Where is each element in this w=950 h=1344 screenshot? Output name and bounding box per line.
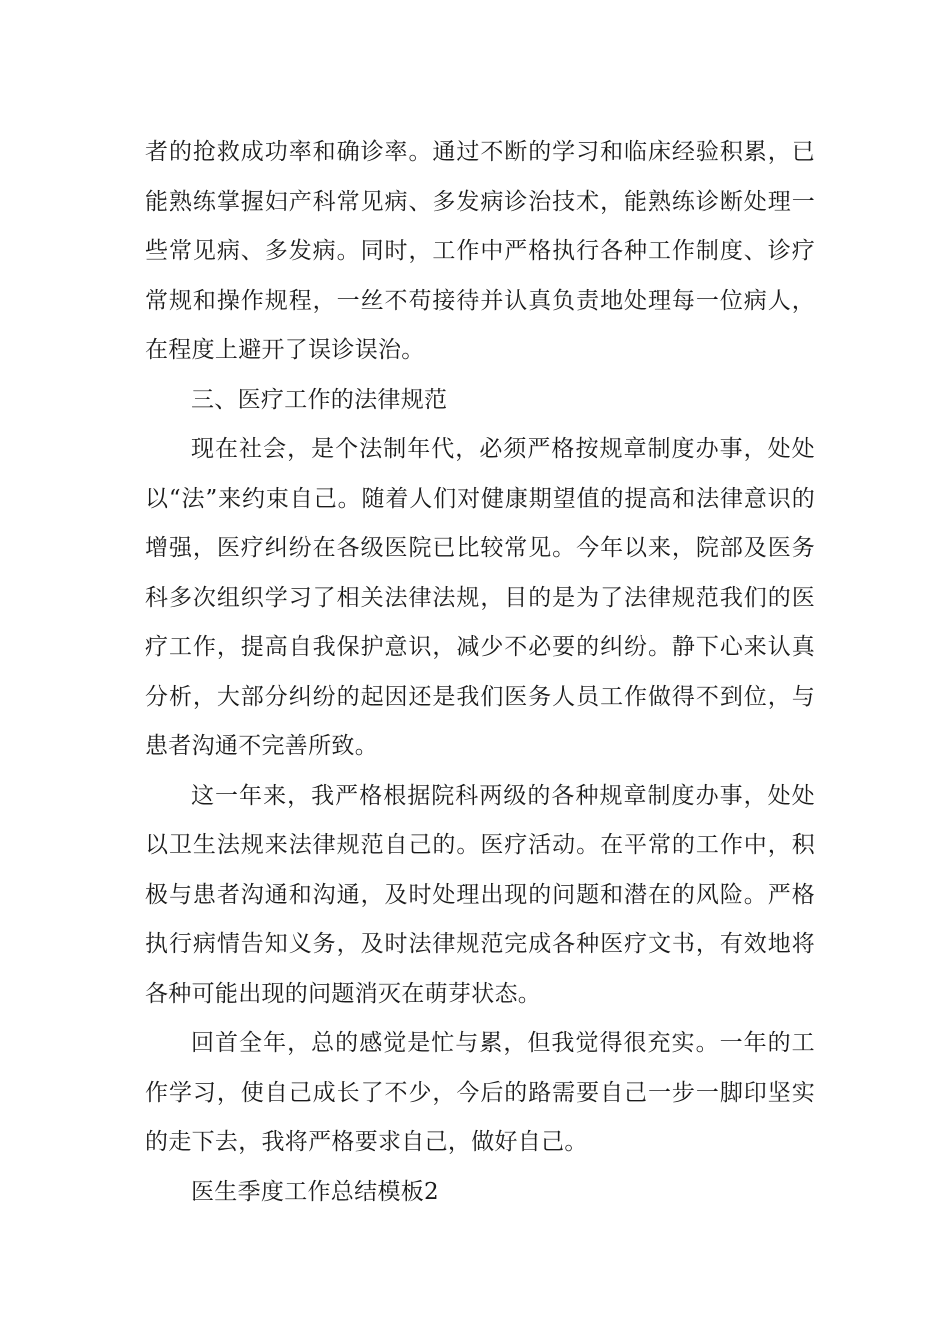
paragraph: 现在社会，是个法制年代，必须严格按规章制度办事，处处以“法”来约束自己。随着人们对健康期望值的提高和法律意识的增强，医疗纠纷在各级医院已比较常见。今年以来，院部及医务科多次组织学习了相关法律法规，目的是为了法律规范我们的医疗工作，提高自我保护意识，减少不必要的纠纷。静下心来认真分析，大部分纠纷的起因还是我们医务人员工作做得不到位，与患者沟通不完善所致。 bbox=[145, 436, 815, 759]
section-heading: 三、医疗工作的法律规范 bbox=[191, 386, 448, 413]
paragraph-continuation: 者的抢救成功率和确诊率。通过不断的学习和临床经验积累，已能熟练掌握妇产科常见病、多发病诊治技术，能熟练诊断处理一些常见病、多发病。同时，工作中严格执行各种工作制度、诊疗常规和操作规程，一丝不苟接待并认真负责地处理每一位病人，在程度上避开了误诊误治。 bbox=[145, 139, 815, 363]
document-body bbox=[145, 128, 815, 1217]
document-subtitle: 医生季度工作总结模板2 bbox=[191, 1178, 439, 1205]
paragraph: 这一年来，我严格根据院科两级的各种规章制度办事，处处以卫生法规来法律规范自己的。医疗活动。在平常的工作中，积极与患者沟通和沟通，及时处理出现的问题和潜在的风险。严格执行病情告知义务，及时法律规范完成各种医疗文书，有效地将各种可能出现的问题消灭在萌芽状态。 bbox=[145, 782, 815, 1007]
paragraph: 回首全年，总的感觉是忙与累，但我觉得很充实。一年的工作学习，使自己成长了不少，今后的路需要自己一步一脚印坚实的走下去，我将严格要求自己，做好自己。 bbox=[145, 1030, 815, 1155]
